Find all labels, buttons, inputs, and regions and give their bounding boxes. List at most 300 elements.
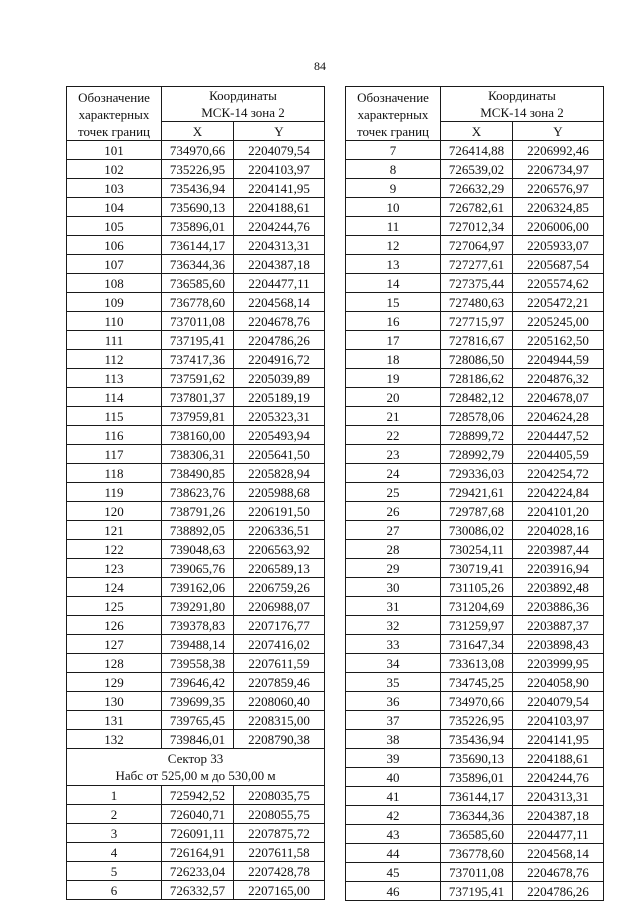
y-coordinate-cell: 2206992,46 [513, 141, 604, 160]
x-coordinate-cell: 737959,81 [162, 407, 234, 426]
y-coordinate-cell: 2205323,31 [234, 407, 325, 426]
point-number-cell: 129 [67, 673, 162, 692]
x-coordinate-cell: 734970,66 [162, 141, 234, 160]
y-coordinate-cell: 2205988,68 [234, 483, 325, 502]
y-coordinate-cell: 2207611,58 [234, 843, 325, 862]
y-coordinate-cell: 2208315,00 [234, 711, 325, 730]
y-coordinate-cell: 2206324,85 [513, 198, 604, 217]
x-coordinate-cell: 738892,05 [162, 521, 234, 540]
header-label-line2: характерных [78, 107, 150, 122]
y-coordinate-cell: 2205472,21 [513, 293, 604, 312]
y-coordinate-cell: 2204405,59 [513, 445, 604, 464]
y-coordinate-cell: 2205828,94 [234, 464, 325, 483]
x-coordinate-cell: 739048,63 [162, 540, 234, 559]
sector-row [67, 749, 325, 786]
x-coordinate-cell: 735436,94 [441, 730, 513, 749]
point-number-cell: 22 [346, 426, 441, 445]
table-row [346, 806, 604, 825]
x-coordinate-cell: 731647,34 [441, 635, 513, 654]
point-designation-header [346, 87, 441, 141]
x-coordinate-cell: 738306,31 [162, 445, 234, 464]
x-coordinate-cell: 731105,26 [441, 578, 513, 597]
y-coordinate-cell: 2207165,00 [234, 881, 325, 900]
point-number-cell: 7 [346, 141, 441, 160]
point-number-cell: 116 [67, 426, 162, 445]
table-row [67, 578, 325, 597]
left-coordinates-table [66, 86, 325, 900]
y-coordinate-cell: 2207859,46 [234, 673, 325, 692]
point-number-cell: 18 [346, 350, 441, 369]
y-coordinate-cell: 2207875,72 [234, 824, 325, 843]
x-coordinate-cell: 734970,66 [441, 692, 513, 711]
y-coordinate-cell: 2204568,14 [513, 844, 604, 863]
table-row [67, 673, 325, 692]
point-number-cell: 25 [346, 483, 441, 502]
point-number-cell: 131 [67, 711, 162, 730]
table-row [67, 559, 325, 578]
point-number-cell: 110 [67, 312, 162, 331]
y-coordinate-cell: 2204477,11 [234, 274, 325, 293]
y-coordinate-cell: 2204141,95 [513, 730, 604, 749]
point-number-cell: 112 [67, 350, 162, 369]
point-number-cell: 12 [346, 236, 441, 255]
table-row [67, 881, 325, 900]
table-row [67, 824, 325, 843]
point-number-cell: 23 [346, 445, 441, 464]
x-coordinate-cell: 737801,37 [162, 388, 234, 407]
point-number-cell: 2 [67, 805, 162, 824]
point-number-cell: 9 [346, 179, 441, 198]
point-number-cell: 128 [67, 654, 162, 673]
right-table-header [346, 87, 604, 141]
point-number-cell: 111 [67, 331, 162, 350]
x-coordinate-cell: 726233,04 [162, 862, 234, 881]
x-coordinate-cell: 739065,76 [162, 559, 234, 578]
point-number-cell: 115 [67, 407, 162, 426]
x-coordinate-cell: 726332,57 [162, 881, 234, 900]
point-number-cell: 40 [346, 768, 441, 787]
y-coordinate-cell: 2204254,72 [513, 464, 604, 483]
y-coordinate-cell: 2205162,50 [513, 331, 604, 350]
table-row [346, 863, 604, 882]
table-row [67, 862, 325, 881]
y-coordinate-cell: 2207428,78 [234, 862, 325, 881]
coordinate-system: МСК-14 зона 2 [480, 105, 564, 120]
point-number-cell: 11 [346, 217, 441, 236]
x-coordinate-cell: 727012,34 [441, 217, 513, 236]
point-number-cell: 35 [346, 673, 441, 692]
x-coordinate-cell: 731259,97 [441, 616, 513, 635]
x-coordinate-cell: 726164,91 [162, 843, 234, 862]
y-coordinate-cell: 2206576,97 [513, 179, 604, 198]
x-coordinate-cell: 726782,61 [441, 198, 513, 217]
point-number-cell: 114 [67, 388, 162, 407]
table-row [346, 559, 604, 578]
x-coordinate-cell: 726414,88 [441, 141, 513, 160]
y-coordinate-cell: 2204313,31 [513, 787, 604, 806]
point-number-cell: 6 [67, 881, 162, 900]
y-coordinate-cell: 2204244,76 [513, 768, 604, 787]
y-coordinate-cell: 2206734,97 [513, 160, 604, 179]
table-row [346, 293, 604, 312]
left-table-header [67, 87, 325, 141]
table-row [67, 597, 325, 616]
x-coordinate-cell: 739291,80 [162, 597, 234, 616]
point-number-cell: 4 [67, 843, 162, 862]
y-coordinate-cell: 2206336,51 [234, 521, 325, 540]
y-coordinate-cell: 2205687,54 [513, 255, 604, 274]
x-coordinate-cell: 736144,17 [162, 236, 234, 255]
x-coordinate-cell: 725942,52 [162, 786, 234, 805]
point-number-cell: 132 [67, 730, 162, 749]
point-number-cell: 38 [346, 730, 441, 749]
point-number-cell: 104 [67, 198, 162, 217]
y-coordinate-cell: 2204101,20 [513, 502, 604, 521]
x-coordinate-cell: 728899,72 [441, 426, 513, 445]
x-coordinate-cell: 731204,69 [441, 597, 513, 616]
table-row [346, 236, 604, 255]
x-coordinate-cell: 730254,11 [441, 540, 513, 559]
header-label-line3: точек границ [356, 124, 430, 139]
table-row [67, 407, 325, 426]
y-coordinate-cell: 2205493,94 [234, 426, 325, 445]
table-row [67, 236, 325, 255]
point-number-cell: 125 [67, 597, 162, 616]
y-coordinate-cell: 2203999,95 [513, 654, 604, 673]
y-coordinate-cell: 2204103,97 [513, 711, 604, 730]
table-row [346, 540, 604, 559]
y-coordinate-cell: 2206191,50 [234, 502, 325, 521]
table-row [67, 843, 325, 862]
point-number-cell: 26 [346, 502, 441, 521]
table-row [67, 331, 325, 350]
point-number-cell: 5 [67, 862, 162, 881]
point-number-cell: 118 [67, 464, 162, 483]
y-coordinate-cell: 2203898,43 [513, 635, 604, 654]
point-number-cell: 107 [67, 255, 162, 274]
table-row [67, 293, 325, 312]
y-coordinate-cell: 2204079,54 [513, 692, 604, 711]
point-number-cell: 42 [346, 806, 441, 825]
table-row [67, 540, 325, 559]
point-number-cell: 109 [67, 293, 162, 312]
x-coordinate-cell: 739846,01 [162, 730, 234, 749]
x-coordinate-cell: 737195,41 [441, 882, 513, 901]
x-coordinate-cell: 735226,95 [441, 711, 513, 730]
y-coordinate-cell: 2204876,32 [513, 369, 604, 388]
x-coordinate-cell: 739162,06 [162, 578, 234, 597]
coordinates-title: Координаты [488, 88, 556, 103]
y-coordinate-cell: 2208790,38 [234, 730, 325, 749]
point-number-cell: 19 [346, 369, 441, 388]
x-coordinate-cell: 739699,35 [162, 692, 234, 711]
x-coordinate-cell: 737591,62 [162, 369, 234, 388]
coordinates-title: Координаты [209, 88, 277, 103]
point-number-cell: 16 [346, 312, 441, 331]
table-row [67, 426, 325, 445]
table-row [346, 730, 604, 749]
y-coordinate-cell: 2203886,36 [513, 597, 604, 616]
table-row [346, 749, 604, 768]
point-number-cell: 108 [67, 274, 162, 293]
y-coordinate-cell: 2205039,89 [234, 369, 325, 388]
y-coordinate-cell: 2204477,11 [513, 825, 604, 844]
point-number-cell: 20 [346, 388, 441, 407]
y-coordinate-cell: 2204058,90 [513, 673, 604, 692]
x-coordinate-cell: 735896,01 [162, 217, 234, 236]
table-row [346, 312, 604, 331]
x-coordinate-cell: 735690,13 [162, 198, 234, 217]
x-coordinate-cell: 729787,68 [441, 502, 513, 521]
table-row [67, 616, 325, 635]
sector-caption [67, 749, 325, 786]
y-coordinate-cell: 2205641,50 [234, 445, 325, 464]
sector-title: Сектор 33 [167, 751, 224, 766]
y-coordinate-cell: 2206006,00 [513, 217, 604, 236]
x-coordinate-cell: 738490,85 [162, 464, 234, 483]
coordinates-header [162, 87, 325, 122]
y-coordinate-cell: 2204224,84 [513, 483, 604, 502]
y-coordinate-cell: 2204313,31 [234, 236, 325, 255]
y-coordinate-cell: 2204079,54 [234, 141, 325, 160]
y-coordinate-cell: 2204786,26 [513, 882, 604, 901]
x-coordinate-cell: 727715,97 [441, 312, 513, 331]
table-row [346, 464, 604, 483]
table-row [67, 786, 325, 805]
sector-subtitle: Набс от 525,00 м до 530,00 м [115, 768, 276, 783]
x-coordinate-cell: 729421,61 [441, 483, 513, 502]
table-row [346, 692, 604, 711]
point-number-cell: 101 [67, 141, 162, 160]
table-row [346, 445, 604, 464]
x-coordinate-cell: 735690,13 [441, 749, 513, 768]
point-number-cell: 117 [67, 445, 162, 464]
y-coordinate-cell: 2203892,48 [513, 578, 604, 597]
table-row [67, 217, 325, 236]
table-row [346, 160, 604, 179]
y-coordinate-cell: 2204141,95 [234, 179, 325, 198]
x-coordinate-cell: 727816,67 [441, 331, 513, 350]
point-number-cell: 24 [346, 464, 441, 483]
table-row [67, 141, 325, 160]
table-row [346, 673, 604, 692]
table-row [346, 654, 604, 673]
y-coordinate-cell: 2207611,59 [234, 654, 325, 673]
point-number-cell: 43 [346, 825, 441, 844]
table-row [346, 331, 604, 350]
y-coordinate-cell: 2204387,18 [513, 806, 604, 825]
header-label-line1: Обозначение [357, 90, 429, 105]
x-coordinate-cell: 726040,71 [162, 805, 234, 824]
table-row [67, 692, 325, 711]
table-row [346, 369, 604, 388]
x-coordinate-cell: 728086,50 [441, 350, 513, 369]
y-coordinate-cell: 2206589,13 [234, 559, 325, 578]
x-coordinate-cell: 728482,12 [441, 388, 513, 407]
x-column-header: X [441, 122, 513, 141]
x-coordinate-cell: 735436,94 [162, 179, 234, 198]
point-number-cell: 121 [67, 521, 162, 540]
x-coordinate-cell: 735896,01 [441, 768, 513, 787]
x-coordinate-cell: 736778,60 [162, 293, 234, 312]
y-coordinate-cell: 2204944,59 [513, 350, 604, 369]
coordinate-system: МСК-14 зона 2 [201, 105, 285, 120]
y-coordinate-cell: 2208055,75 [234, 805, 325, 824]
header-label-line3: точек границ [77, 124, 151, 139]
point-number-cell: 15 [346, 293, 441, 312]
table-row [346, 578, 604, 597]
x-coordinate-cell: 737417,36 [162, 350, 234, 369]
y-column-header: Y [234, 122, 325, 141]
y-coordinate-cell: 2206988,07 [234, 597, 325, 616]
table-row [346, 768, 604, 787]
y-coordinate-cell: 2205245,00 [513, 312, 604, 331]
x-coordinate-cell: 727277,61 [441, 255, 513, 274]
point-number-cell: 28 [346, 540, 441, 559]
y-coordinate-cell: 2206563,92 [234, 540, 325, 559]
table-row [67, 274, 325, 293]
x-coordinate-cell: 730719,41 [441, 559, 513, 578]
point-number-cell: 127 [67, 635, 162, 654]
table-row [67, 464, 325, 483]
x-coordinate-cell: 739765,45 [162, 711, 234, 730]
x-coordinate-cell: 729336,03 [441, 464, 513, 483]
point-number-cell: 34 [346, 654, 441, 673]
table-row [346, 787, 604, 806]
point-number-cell: 1 [67, 786, 162, 805]
x-coordinate-cell: 726091,11 [162, 824, 234, 843]
y-coordinate-cell: 2205189,19 [234, 388, 325, 407]
table-row [67, 445, 325, 464]
table-row [346, 350, 604, 369]
x-coordinate-cell: 730086,02 [441, 521, 513, 540]
y-coordinate-cell: 2204624,28 [513, 407, 604, 426]
x-coordinate-cell: 735226,95 [162, 160, 234, 179]
y-coordinate-cell: 2204188,61 [513, 749, 604, 768]
x-coordinate-cell: 739378,83 [162, 616, 234, 635]
y-coordinate-cell: 2206759,26 [234, 578, 325, 597]
point-number-cell: 41 [346, 787, 441, 806]
point-number-cell: 126 [67, 616, 162, 635]
x-coordinate-cell: 736344,36 [162, 255, 234, 274]
y-coordinate-cell: 2207416,02 [234, 635, 325, 654]
table-row [67, 388, 325, 407]
table-row [67, 255, 325, 274]
table-row [346, 825, 604, 844]
y-coordinate-cell: 2204678,76 [234, 312, 325, 331]
table-row [67, 521, 325, 540]
y-coordinate-cell: 2204103,97 [234, 160, 325, 179]
point-number-cell: 113 [67, 369, 162, 388]
table-row [67, 312, 325, 331]
x-column-header: X [162, 122, 234, 141]
right-table-body [346, 141, 604, 901]
table-row [346, 217, 604, 236]
y-coordinate-cell: 2203887,37 [513, 616, 604, 635]
table-row [67, 502, 325, 521]
y-coordinate-cell: 2208060,40 [234, 692, 325, 711]
x-coordinate-cell: 733613,08 [441, 654, 513, 673]
table-row [346, 483, 604, 502]
point-number-cell: 14 [346, 274, 441, 293]
x-coordinate-cell: 736344,36 [441, 806, 513, 825]
table-row [67, 350, 325, 369]
header-label-line1: Обозначение [78, 90, 150, 105]
x-coordinate-cell: 736778,60 [441, 844, 513, 863]
y-coordinate-cell: 2204916,72 [234, 350, 325, 369]
y-coordinate-cell: 2204188,61 [234, 198, 325, 217]
y-coordinate-cell: 2207176,77 [234, 616, 325, 635]
point-number-cell: 10 [346, 198, 441, 217]
y-coordinate-cell: 2204387,18 [234, 255, 325, 274]
y-coordinate-cell: 2203916,94 [513, 559, 604, 578]
table-row [346, 407, 604, 426]
table-row [67, 198, 325, 217]
point-number-cell: 33 [346, 635, 441, 654]
y-coordinate-cell: 2204678,07 [513, 388, 604, 407]
table-row [346, 198, 604, 217]
y-coordinate-cell: 2205933,07 [513, 236, 604, 255]
point-designation-header [67, 87, 162, 141]
y-column-header: Y [513, 122, 604, 141]
table-row [346, 141, 604, 160]
x-coordinate-cell: 726539,02 [441, 160, 513, 179]
x-coordinate-cell: 737011,08 [441, 863, 513, 882]
y-coordinate-cell: 2204244,76 [234, 217, 325, 236]
x-coordinate-cell: 728578,06 [441, 407, 513, 426]
point-number-cell: 36 [346, 692, 441, 711]
point-number-cell: 21 [346, 407, 441, 426]
x-coordinate-cell: 728186,62 [441, 369, 513, 388]
point-number-cell: 46 [346, 882, 441, 901]
y-coordinate-cell: 2204028,16 [513, 521, 604, 540]
table-row [67, 483, 325, 502]
point-number-cell: 3 [67, 824, 162, 843]
point-number-cell: 130 [67, 692, 162, 711]
point-number-cell: 29 [346, 559, 441, 578]
point-number-cell: 123 [67, 559, 162, 578]
x-coordinate-cell: 738623,76 [162, 483, 234, 502]
y-coordinate-cell: 2208035,75 [234, 786, 325, 805]
x-coordinate-cell: 736585,60 [162, 274, 234, 293]
right-coordinates-table [345, 86, 604, 901]
table-row [346, 711, 604, 730]
table-row [67, 635, 325, 654]
point-number-cell: 31 [346, 597, 441, 616]
point-number-cell: 124 [67, 578, 162, 597]
x-coordinate-cell: 739646,42 [162, 673, 234, 692]
table-row [346, 521, 604, 540]
point-number-cell: 106 [67, 236, 162, 255]
y-coordinate-cell: 2204447,52 [513, 426, 604, 445]
point-number-cell: 27 [346, 521, 441, 540]
point-number-cell: 37 [346, 711, 441, 730]
point-number-cell: 122 [67, 540, 162, 559]
point-number-cell: 44 [346, 844, 441, 863]
point-number-cell: 103 [67, 179, 162, 198]
point-number-cell: 45 [346, 863, 441, 882]
x-coordinate-cell: 739558,38 [162, 654, 234, 673]
table-row [67, 654, 325, 673]
left-table-body [67, 141, 325, 900]
table-row [346, 388, 604, 407]
point-number-cell: 30 [346, 578, 441, 597]
point-number-cell: 8 [346, 160, 441, 179]
page-number: 84 [314, 59, 326, 73]
y-coordinate-cell: 2204786,26 [234, 331, 325, 350]
x-coordinate-cell: 727375,44 [441, 274, 513, 293]
table-row [346, 255, 604, 274]
